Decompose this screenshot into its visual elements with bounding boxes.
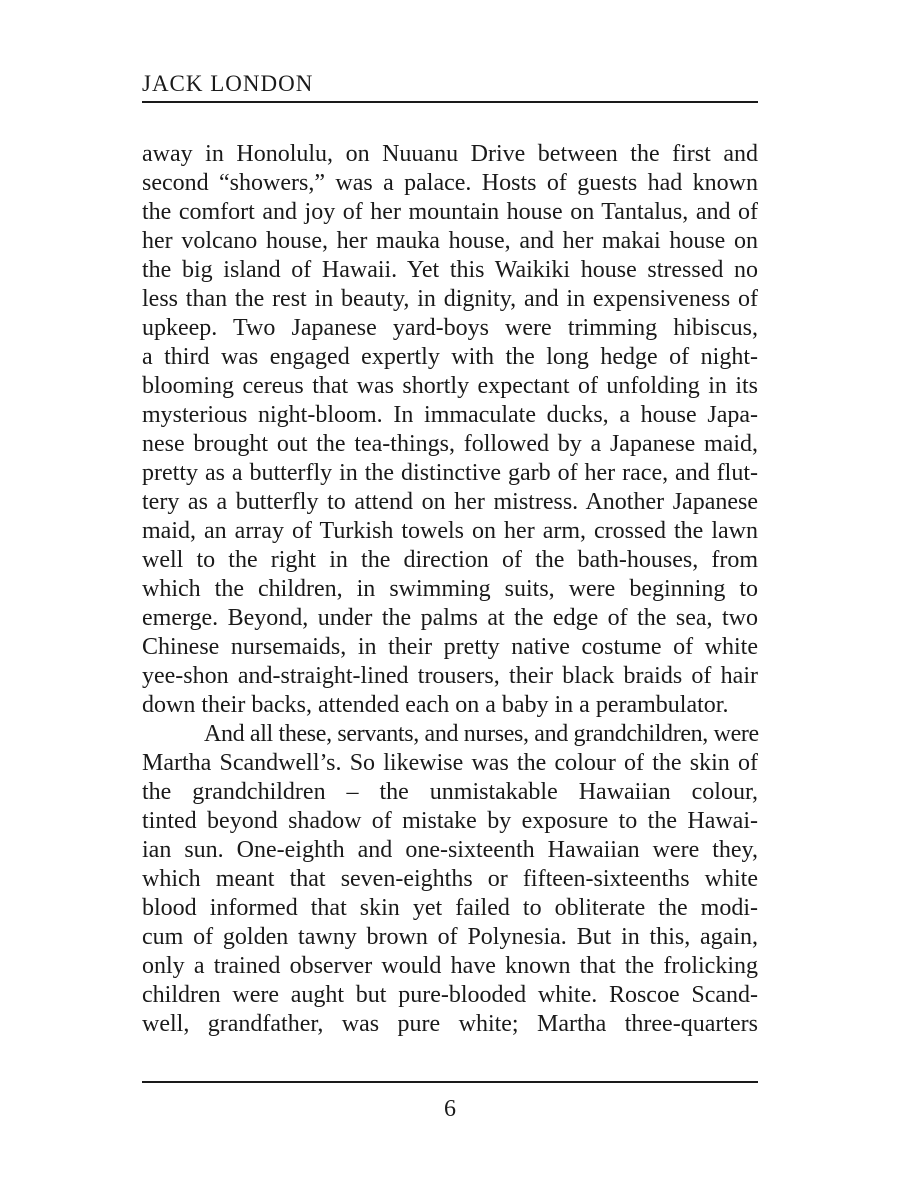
text-line: which the children, in swimming suits, were beginning to (142, 576, 758, 602)
book-page (142, 0, 758, 1200)
text-line: the comfort and joy of her mountain house on Tantalus, and of (142, 199, 758, 225)
text-line: blood informed that skin yet failed to obliterate the modi- (142, 895, 758, 921)
running-head: JACK LONDON (142, 71, 314, 96)
text-line: second “showers,” was a palace. Hosts of guests had known (142, 170, 758, 196)
body-text (142, 140, 758, 1039)
text-line: cum of golden tawny brown of Polynesia. But in this, again, (142, 924, 758, 950)
text-line: tinted beyond shadow of mistake by exposure to the Hawai- (142, 808, 758, 834)
text-line: only a trained observer would have known that the frolicking (142, 953, 758, 979)
text-line: emerge. Beyond, under the palms at the edge of the sea, two (142, 605, 758, 631)
text-line: Chinese nursemaids, in their pretty native costume of white (142, 634, 758, 660)
text-line: the big island of Hawaii. Yet this Waikiki house stressed no (142, 257, 758, 283)
text-line: the grandchildren – the unmistakable Hawaiian colour, (142, 779, 758, 805)
text-line: children were aught but pure-blooded white. Roscoe Scand- (142, 982, 758, 1008)
text-line: mysterious night-bloom. In immaculate ducks, a house Japa- (142, 402, 758, 428)
text-line: tery as a butterfly to attend on her mistress. Another Japanese (142, 489, 758, 515)
text-line: her volcano house, her mauka house, and her makai house on (142, 228, 758, 254)
page-number: 6 (444, 1096, 456, 1122)
text-line: away in Honolulu, on Nuuanu Drive between the first and (142, 141, 758, 167)
text-line: maid, an array of Turkish towels on her arm, crossed the lawn (142, 518, 758, 544)
text-line: nese brought out the tea-things, followed by a Japanese maid, (142, 431, 758, 457)
text-line: ian sun. One-eighth and one-sixteenth Hawaiian were they, (142, 837, 758, 863)
text-line: blooming cereus that was shortly expectant of unfolding in its (142, 373, 758, 399)
text-line: yee-shon and-straight-lined trousers, their black braids of hair (142, 663, 758, 689)
paragraph-last-line: down their backs, attended each on a baby in a perambulator. (142, 692, 729, 718)
text-line: a third was engaged expertly with the long hedge of night- (142, 344, 758, 370)
paragraph-first-line: And all these, servants, and nurses, and grandchildren, were (204, 721, 759, 747)
header-rule (142, 101, 758, 103)
text-line: Martha Scandwell’s. So likewise was the colour of the skin of (142, 750, 758, 776)
text-line: well, grandfather, was pure white; Martha three-quarters (142, 1011, 758, 1037)
text-line: well to the right in the direction of the bath-houses, from (142, 547, 758, 573)
text-line: less than the rest in beauty, in dignity, and in expensiveness of (142, 286, 758, 312)
footer-rule (142, 1081, 758, 1083)
text-line: pretty as a butterfly in the distinctive garb of her race, and flut- (142, 460, 758, 486)
text-line: upkeep. Two Japanese yard-boys were trimming hibiscus, (142, 315, 758, 341)
text-line: which meant that seven-eighths or fifteen-sixteenths white (142, 866, 758, 892)
